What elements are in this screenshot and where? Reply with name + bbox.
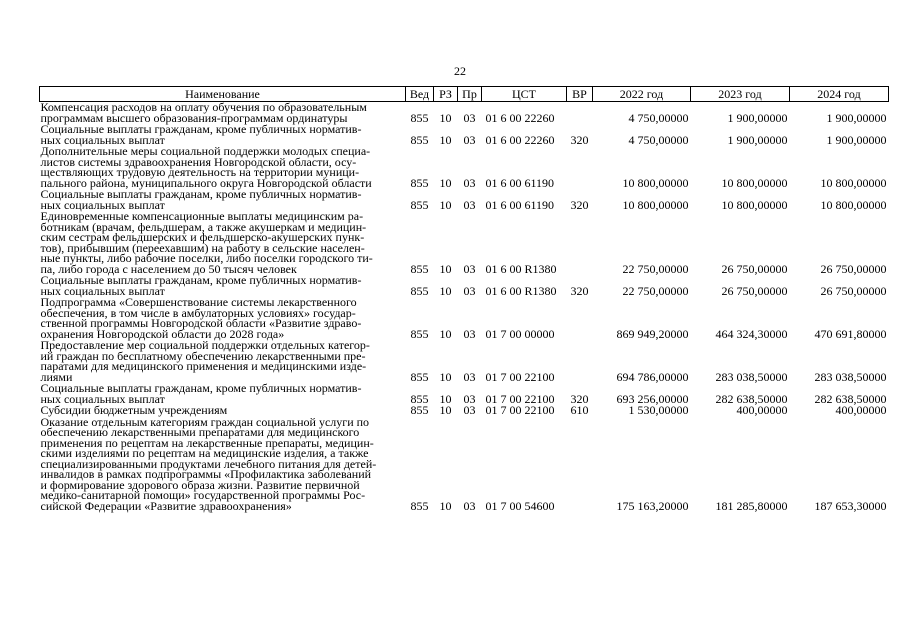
table-row bbox=[40, 417, 889, 513]
cell-cst: 01 7 00 54600 bbox=[485, 498, 555, 513]
cell-name: Оказание отдельным категориям граждан социальной услуги по обеспечению лекарственными препаратами для медицинского применения по рецептам на лекарственные препараты, медицин- скими изделиями по рецептам на медицинские изделия, а также специализированными продуктами лечебного питания для детей- инвалидов в рамках подпрограммы «Профилактика заболеваний и формирование здорового образа жизни. Развитие первичной медико-санитарной помощи» государственной программы Рос- сийской Федерации «Развитие здравоохранения» bbox=[40, 414, 377, 513]
cell-2022: 693 256,00000 bbox=[616, 391, 689, 406]
header-2024: 2024 год bbox=[790, 87, 889, 102]
cell-name: Дополнительные меры социальной поддержки молодых специа- листов системы здравоохранения Новгородской области, осу- ществляющих трудовую деятельность на территории муници- пального района, муниципального округа Новгородской области bbox=[40, 144, 372, 190]
header-2023: 2023 год bbox=[691, 87, 790, 102]
cell-2023: 282 638,50000 bbox=[715, 391, 788, 406]
cell-2024: 1 900,00000 bbox=[826, 110, 887, 125]
cell-ved: 855 bbox=[410, 283, 429, 298]
cell-2022: 694 786,00000 bbox=[616, 369, 689, 384]
cell-pr: 03 bbox=[463, 369, 476, 384]
cell-2023: 181 285,80000 bbox=[715, 498, 788, 513]
table-row bbox=[40, 124, 889, 146]
cell-cst: 01 6 00 R1380 bbox=[485, 261, 557, 276]
cell-ved: 855 bbox=[410, 175, 429, 190]
cell-ved: 855 bbox=[410, 197, 429, 212]
cell-vr: 320 bbox=[570, 283, 589, 298]
cell-2022: 22 750,00000 bbox=[622, 261, 689, 276]
cell-cst: 01 7 00 22100 bbox=[485, 369, 555, 384]
cell-2023: 26 750,00000 bbox=[721, 261, 788, 276]
cell-vr bbox=[567, 146, 593, 189]
cell-vr bbox=[567, 340, 593, 383]
table-row bbox=[40, 211, 889, 275]
cell-pr: 03 bbox=[463, 110, 476, 125]
table-row bbox=[40, 340, 889, 383]
cell-2024: 400,00000 bbox=[835, 403, 887, 417]
cell-2023: 400,00000 bbox=[736, 403, 788, 417]
header-2022: 2022 год bbox=[593, 87, 691, 102]
cell-ved: 855 bbox=[410, 369, 429, 384]
cell-rz: 10 bbox=[439, 369, 452, 384]
cell-name: Единовременные компенсационные выплаты медицинским ра- ботникам (врачам, фельдшерам, а также акушеркам и медицин- ским сестрам фельдшерских и фельдшерско-акушерских пунк- тов), прибывшим (переехавшим) на работу в сельские населен- ные пункты, либо рабочие поселки, либо поселки городского ти- па, либо города с населением до 50 тысяч человек bbox=[40, 209, 373, 276]
cell-2022: 10 800,00000 bbox=[622, 197, 689, 212]
table-body bbox=[40, 102, 889, 513]
cell-2022: 1 530,00000 bbox=[628, 403, 689, 417]
table-row bbox=[40, 189, 889, 211]
cell-pr: 03 bbox=[463, 283, 476, 298]
cell-2024: 187 653,30000 bbox=[814, 498, 887, 513]
cell-ved: 855 bbox=[410, 132, 429, 147]
cell-pr: 03 bbox=[463, 403, 476, 417]
cell-cst: 01 7 00 22100 bbox=[485, 403, 555, 417]
cell-cst: 01 6 00 22260 bbox=[485, 110, 555, 125]
cell-2024: 1 900,00000 bbox=[826, 132, 887, 147]
cell-name: Субсидии бюджетным учреждениям bbox=[40, 403, 228, 417]
cell-vr: 320 bbox=[570, 197, 589, 212]
cell-cst: 01 6 00 61190 bbox=[485, 197, 555, 212]
header-vr: ВР bbox=[567, 87, 593, 102]
header-cst: ЦСТ bbox=[482, 87, 567, 102]
table-row bbox=[40, 146, 889, 189]
cell-rz: 10 bbox=[439, 132, 452, 147]
cell-ved: 855 bbox=[410, 498, 429, 513]
table-row bbox=[40, 297, 889, 340]
cell-2024: 10 800,00000 bbox=[820, 197, 887, 212]
cell-vr bbox=[567, 211, 593, 275]
cell-name: Предоставление мер социальной поддержки отдельных категор- ий граждан по бесплатному обеспечению лекарственными пре- паратами для медицинского применения и медицинскими изде- лиями bbox=[40, 338, 370, 384]
cell-name: Социальные выплаты гражданам, кроме публичных норматив- ных социальных выплат bbox=[40, 122, 362, 147]
cell-ved: 855 bbox=[410, 391, 429, 406]
cell-ved: 855 bbox=[410, 326, 429, 341]
cell-2023: 26 750,00000 bbox=[721, 283, 788, 298]
cell-vr bbox=[567, 102, 593, 125]
cell-rz: 10 bbox=[439, 498, 452, 513]
cell-rz: 10 bbox=[439, 261, 452, 276]
cell-pr: 03 bbox=[463, 197, 476, 212]
cell-ved: 855 bbox=[410, 403, 429, 417]
cell-2022: 10 800,00000 bbox=[622, 175, 689, 190]
cell-vr: 610 bbox=[570, 403, 589, 417]
cell-pr: 03 bbox=[463, 261, 476, 276]
header-name: Наименование bbox=[40, 87, 406, 102]
cell-vr: 320 bbox=[570, 132, 589, 147]
cell-2023: 10 800,00000 bbox=[721, 197, 788, 212]
cell-2023: 464 324,30000 bbox=[715, 326, 788, 341]
cell-name: Социальные выплаты гражданам, кроме публичных норматив- ных социальных выплат bbox=[40, 381, 362, 406]
cell-ved: 855 bbox=[410, 110, 429, 125]
cell-rz: 10 bbox=[439, 175, 452, 190]
cell-name: Подпрограмма «Совершенствование системы лекарственного обеспечения, в том числе в амбулаторных условиях» государ- ственной программы Новгородской области «Развитие здраво- охранения Новгородской области до 2028 года» bbox=[40, 295, 362, 341]
cell-name: Социальные выплаты гражданам, кроме публичных норматив- ных социальных выплат bbox=[40, 187, 362, 212]
cell-2023: 10 800,00000 bbox=[721, 175, 788, 190]
cell-pr: 03 bbox=[463, 175, 476, 190]
cell-2024: 10 800,00000 bbox=[820, 175, 887, 190]
cell-name: Социальные выплаты гражданам, кроме публичных норматив- ных социальных выплат bbox=[40, 273, 362, 298]
cell-cst: 01 6 00 61190 bbox=[485, 175, 555, 190]
cell-2024: 282 638,50000 bbox=[814, 391, 887, 406]
cell-cst: 01 7 00 00000 bbox=[485, 326, 555, 341]
cell-vr bbox=[567, 297, 593, 340]
cell-2022: 4 750,00000 bbox=[628, 110, 689, 125]
cell-2023: 1 900,00000 bbox=[727, 110, 788, 125]
cell-rz: 10 bbox=[439, 283, 452, 298]
table-row bbox=[40, 383, 889, 405]
header-pr: Пр bbox=[458, 87, 482, 102]
table-row bbox=[40, 102, 889, 125]
cell-pr: 03 bbox=[463, 391, 476, 406]
cell-cst: 01 7 00 22100 bbox=[485, 391, 555, 406]
cell-cst: 01 6 00 R1380 bbox=[485, 283, 557, 298]
cell-rz: 10 bbox=[439, 197, 452, 212]
budget-table bbox=[39, 86, 889, 512]
cell-2024: 26 750,00000 bbox=[820, 261, 887, 276]
cell-2023: 283 038,50000 bbox=[715, 369, 788, 384]
cell-ved: 855 bbox=[410, 261, 429, 276]
cell-2022: 175 163,20000 bbox=[616, 498, 689, 513]
header-ved: Вед bbox=[406, 87, 434, 102]
cell-pr: 03 bbox=[463, 498, 476, 513]
cell-pr: 03 bbox=[463, 326, 476, 341]
cell-2024: 26 750,00000 bbox=[820, 283, 887, 298]
cell-2022: 869 949,20000 bbox=[616, 326, 689, 341]
header-rz: РЗ bbox=[434, 87, 458, 102]
cell-2024: 283 038,50000 bbox=[814, 369, 887, 384]
cell-name: Компенсация расходов на оплату обучения по образовательным программам высшего образования-программам ординатуры bbox=[40, 100, 367, 125]
cell-cst: 01 6 00 22260 bbox=[485, 132, 555, 147]
table-row bbox=[40, 275, 889, 297]
cell-2024: 470 691,80000 bbox=[814, 326, 887, 341]
cell-pr: 03 bbox=[463, 132, 476, 147]
cell-vr: 320 bbox=[570, 391, 589, 406]
cell-rz: 10 bbox=[439, 110, 452, 125]
cell-2022: 22 750,00000 bbox=[622, 283, 689, 298]
cell-vr bbox=[567, 417, 593, 513]
cell-rz: 10 bbox=[439, 391, 452, 406]
cell-2023: 1 900,00000 bbox=[727, 132, 788, 147]
cell-2022: 4 750,00000 bbox=[628, 132, 689, 147]
page-number: 22 bbox=[454, 64, 466, 78]
cell-rz: 10 bbox=[439, 403, 452, 417]
cell-rz: 10 bbox=[439, 326, 452, 341]
